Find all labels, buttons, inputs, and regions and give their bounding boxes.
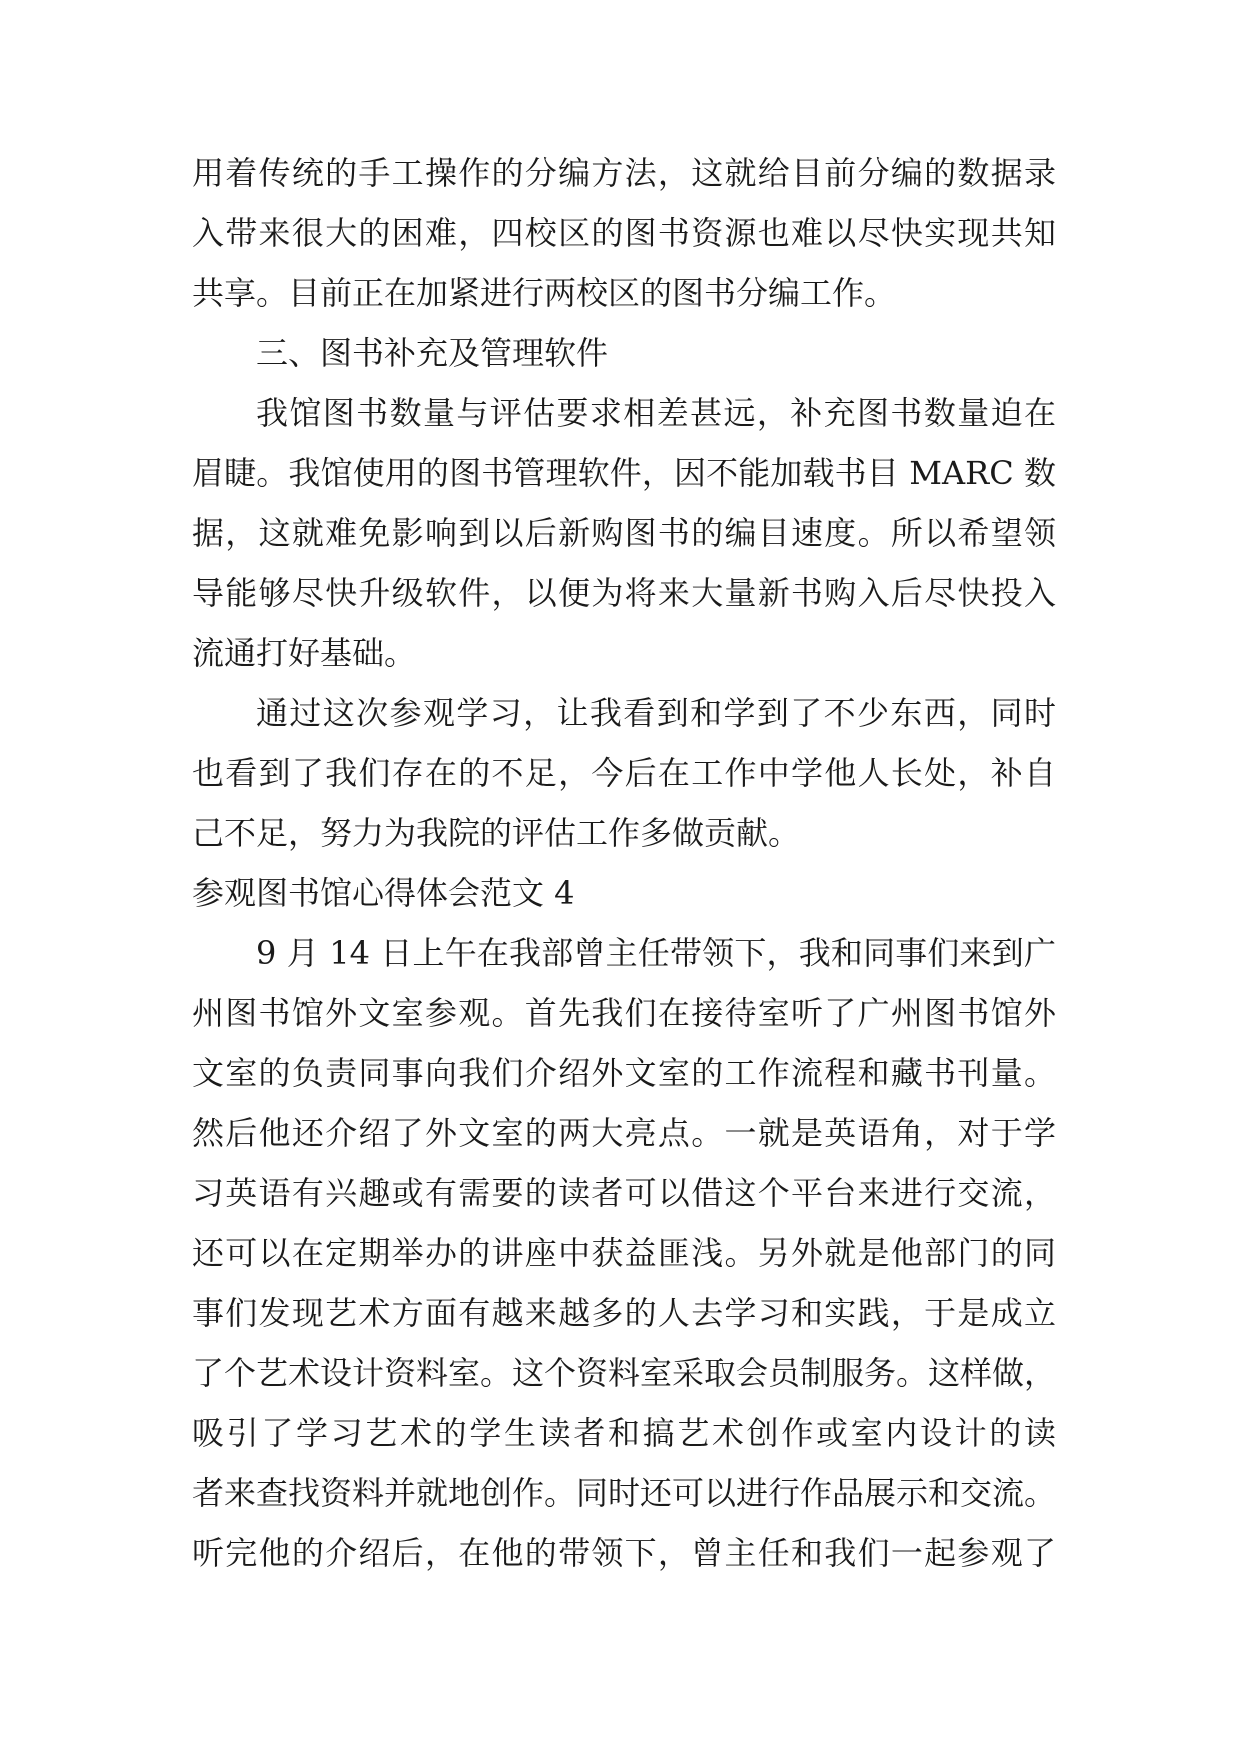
text-line-2: 入带来很大的困难，四校区的图书资源也难以尽快实现共知 bbox=[192, 214, 1056, 252]
section-heading: 三、图书补充及管理软件 bbox=[256, 334, 609, 372]
text-line-12: 己不足，努力为我院的评估工作多做贡献。 bbox=[192, 814, 801, 852]
article-title: 参观图书馆心得体会范文 4 bbox=[192, 874, 575, 912]
text-line-6: 眉睫。我馆使用的图书管理软件，因不能加载书目 MARC 数 bbox=[192, 454, 1056, 492]
text-line-10: 通过这次参观学习，让我看到和学到了不少东西，同时 bbox=[256, 694, 1056, 732]
text-line-20: 事们发现艺术方面有越来越多的人去学习和实践，于是成立 bbox=[192, 1294, 1056, 1332]
text-line-8: 导能够尽快升级软件，以便为将来大量新书购入后尽快投入 bbox=[192, 574, 1056, 612]
text-line-16: 文室的负责同事向我们介绍外文室的工作流程和藏书刊量。 bbox=[192, 1054, 1056, 1092]
text-line-11: 也看到了我们存在的不足，今后在工作中学他人长处，补自 bbox=[192, 754, 1056, 792]
text-line-15: 州图书馆外文室参观。首先我们在接待室听了广州图书馆外 bbox=[192, 994, 1056, 1032]
text-line-7: 据，这就难免影响到以后新购图书的编目速度。所以希望领 bbox=[192, 514, 1056, 552]
text-line-22: 吸引了学习艺术的学生读者和搞艺术创作或室内设计的读 bbox=[192, 1414, 1056, 1452]
text-line-19: 还可以在定期举办的讲座中获益匪浅。另外就是他部门的同 bbox=[192, 1234, 1056, 1272]
text-line-9: 流通打好基础。 bbox=[192, 634, 417, 672]
text-line-5: 我馆图书数量与评估要求相差甚远，补充图书数量迫在 bbox=[256, 394, 1056, 432]
text-line-24: 听完他的介绍后，在他的带领下，曾主任和我们一起参观了 bbox=[192, 1534, 1056, 1572]
text-line-18: 习英语有兴趣或有需要的读者可以借这个平台来进行交流， bbox=[192, 1174, 1056, 1212]
text-line-17: 然后他还介绍了外文室的两大亮点。一就是英语角，对于学 bbox=[192, 1114, 1056, 1152]
text-line-3: 共享。目前正在加紧进行两校区的图书分编工作。 bbox=[192, 274, 897, 312]
text-line-23: 者来查找资料并就地创作。同时还可以进行作品展示和交流。 bbox=[192, 1474, 1057, 1512]
text-line-14: 9 月 14 日上午在我部曾主任带领下，我和同事们来到广 bbox=[256, 934, 1056, 972]
text-line-21: 了个艺术设计资料室。这个资料室采取会员制服务。这样做， bbox=[192, 1354, 1057, 1392]
text-line-1: 用着传统的手工操作的分编方法，这就给目前分编的数据录 bbox=[192, 154, 1056, 192]
